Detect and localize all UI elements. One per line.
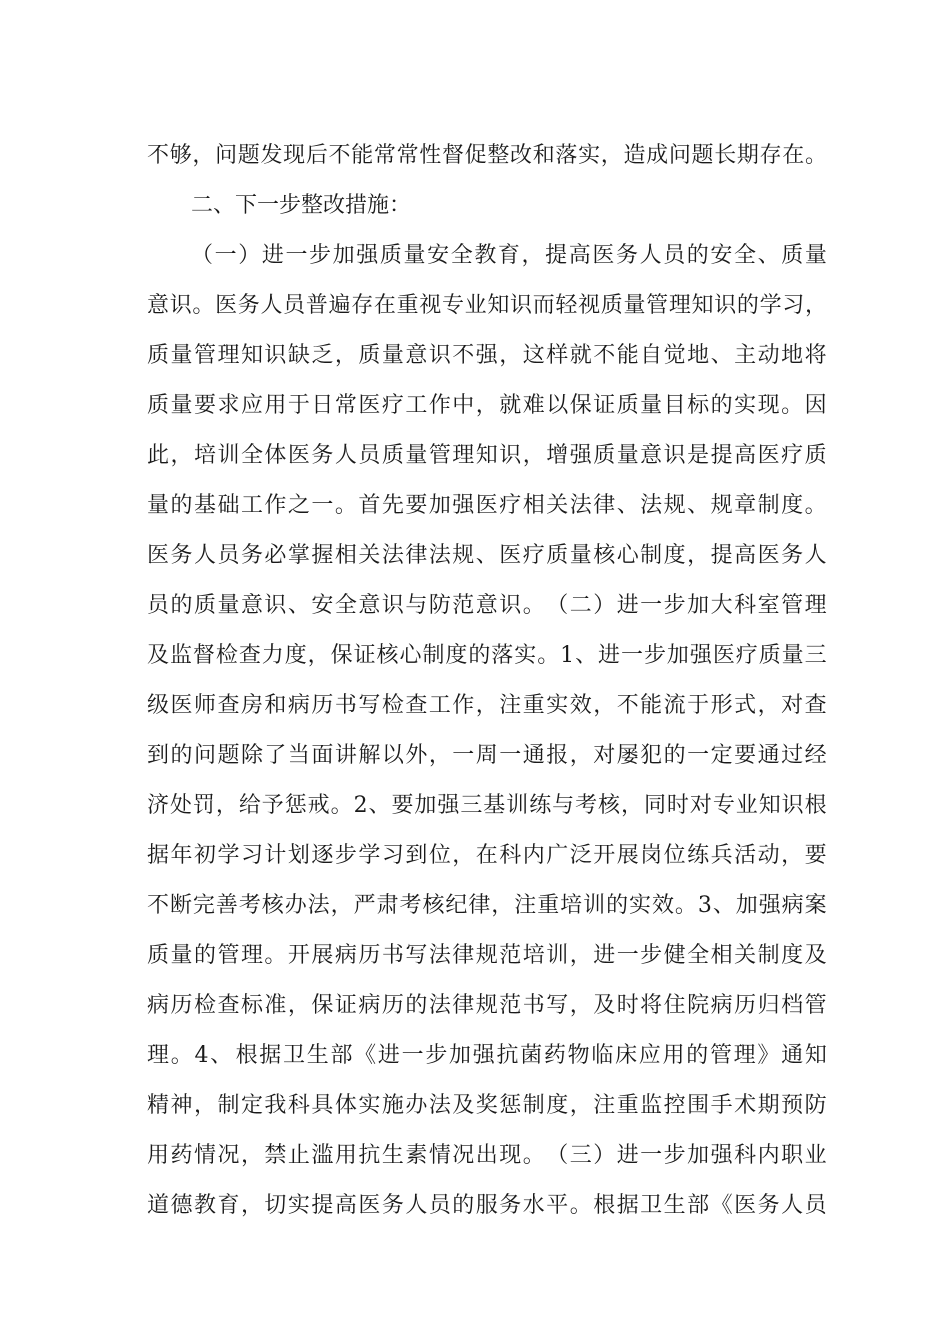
text-line: 意 识 。 医 务 人 员 普 遍 存 在 重 视 专 业 知 识 而 轻 视 质 量 管 理 知 识 的 学 习 ， [147, 293, 827, 318]
text-line: 不 够 ， 问 题 发 现 后 不 能 常 常 性 督 促 整 改 和 落 实 ， 造 成 问 题 长 期 存 在 。 [147, 143, 827, 168]
text-line: 济 处 罚 ， 给 予 惩 戒 。 2 、 要 加 强 三 基 训 练 与 考 核 ， 同 时 对 专 业 知 识 根 [147, 793, 827, 818]
text-line: 用 药 情 况 ， 禁 止 滥 用 抗 生 素 情 况 出 现 。 （ 三 ） 进 一 步 加 强 科 内 职 业 [147, 1143, 827, 1168]
text-line: 及 监 督 检 查 力 度 ， 保 证 核 心 制 度 的 落 实 。 1 、 进 一 步 加 强 医 疗 质 量 三 [147, 643, 827, 668]
text-line: 到 的 问 题 除 了 当 面 讲 解 以 外 ， 一 周 一 通 报 ， 对 屡 犯 的 一 定 要 通 过 经 [147, 743, 827, 768]
text-line: （ 一 ） 进 一 步 加 强 质 量 安 全 教 育 ， 提 高 医 务 人 员 的 安 全 、 质 量 [191, 243, 827, 268]
text-line: 据 年 初 学 习 计 划 逐 步 学 习 到 位 ， 在 科 内 广 泛 开 展 岗 位 练 兵 活 动 ， 要 [147, 843, 827, 868]
document-body [147, 131, 827, 1231]
text-line: 员 的 质 量 意 识 、 安 全 意 识 与 防 范 意 识 。 （ 二 ） 进 一 步 加 大 科 室 管 理 [147, 593, 827, 618]
section-heading: 二、下一步整改措施： [191, 193, 412, 218]
text-line: 质 量 要 求 应 用 于 日 常 医 疗 工 作 中 ， 就 难 以 保 证 质 量 目 标 的 实 现 。 因 [147, 393, 827, 418]
text-line: 医 务 人 员 务 必 掌 握 相 关 法 律 法 规 、 医 疗 质 量 核 心 制 度 ， 提 高 医 务 人 [147, 543, 827, 568]
text-line: 不 断 完 善 考 核 办 法 ， 严 肃 考 核 纪 律 ， 注 重 培 训 的 实 效 。 3 、 加 强 病 案 [147, 893, 827, 918]
text-line: 质 量 管 理 知 识 缺 乏 ， 质 量 意 识 不 强 ， 这 样 就 不 能 自 觉 地 、 主 动 地 将 [147, 343, 827, 368]
text-line: 质 量 的 管 理 。 开 展 病 历 书 写 法 律 规 范 培 训 ， 进 一 步 健 全 相 关 制 度 及 [147, 943, 827, 968]
text-line: 理 。 4 、 根 据 卫 生 部 《 进 一 步 加 强 抗 菌 药 物 临 床 应 用 的 管 理 》 通 知 [147, 1043, 827, 1068]
text-line: 道 德 教 育 ， 切 实 提 高 医 务 人 员 的 服 务 水 平 。 根 据 卫 生 部 《 医 务 人 员 [147, 1193, 827, 1218]
text-line: 精 神 ， 制 定 我 科 具 体 实 施 办 法 及 奖 惩 制 度 ， 注 重 监 控 围 手 术 期 预 防 [147, 1093, 827, 1118]
text-line: 量 的 基 础 工 作 之 一 。 首 先 要 加 强 医 疗 相 关 法 律 、 法 规 、 规 章 制 度 。 [147, 493, 827, 518]
text-line: 此 ， 培 训 全 体 医 务 人 员 质 量 管 理 知 识 ， 增 强 质 量 意 识 是 提 高 医 疗 质 [147, 443, 827, 468]
text-line: 级 医 师 查 房 和 病 历 书 写 检 查 工 作 ， 注 重 实 效 ， 不 能 流 于 形 式 ， 对 查 [147, 693, 827, 718]
text-line: 病 历 检 查 标 准 ， 保 证 病 历 的 法 律 规 范 书 写 ， 及 时 将 住 院 病 历 归 档 管 [147, 993, 827, 1018]
